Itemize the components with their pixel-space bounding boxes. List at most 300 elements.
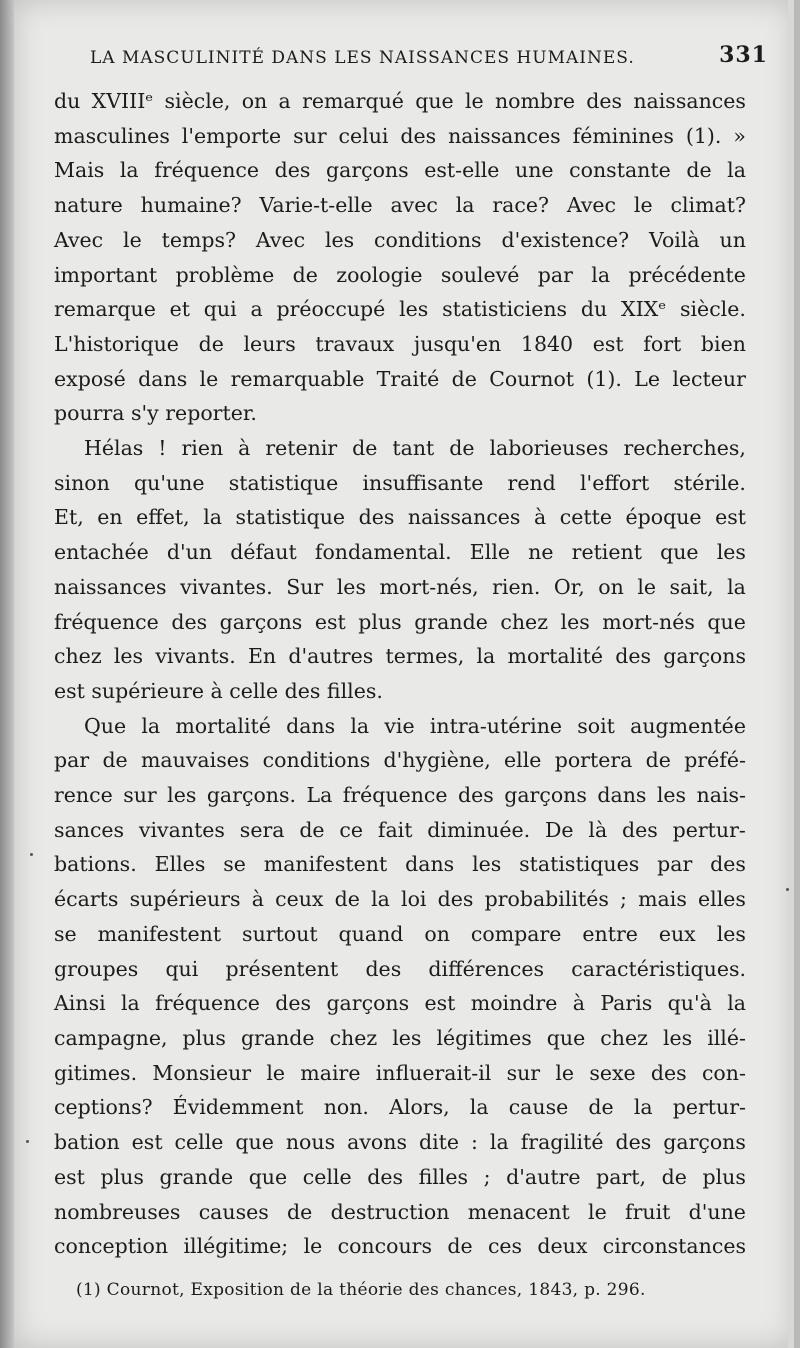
text-line [54, 327, 746, 362]
word: Avec [255, 227, 306, 252]
word: dans [286, 713, 336, 738]
word: présentent [225, 956, 339, 981]
word: les [392, 1025, 422, 1050]
word: mort-nés, [379, 574, 479, 599]
word: ceux [275, 887, 324, 912]
word: : [471, 1130, 478, 1155]
word: part, [596, 1164, 646, 1189]
word: Ainsi [54, 991, 106, 1016]
word: sera [239, 817, 285, 842]
word: soulevé [440, 262, 520, 287]
word: plus [100, 1164, 144, 1189]
word: Monsieur [152, 1060, 252, 1085]
word: avec [390, 193, 438, 218]
word: est-elle [424, 158, 500, 183]
word: d'une [688, 1199, 746, 1224]
word: naissances [407, 505, 521, 530]
word: de [102, 748, 128, 773]
word: termes, [385, 644, 465, 669]
word: quand [338, 921, 404, 946]
word: époque [625, 505, 702, 530]
word: deux [537, 1234, 588, 1259]
word: avons [347, 1130, 407, 1155]
word: stérile. [673, 470, 746, 495]
word: les [662, 1025, 693, 1050]
word: race? [492, 193, 550, 218]
text-line [54, 1056, 746, 1091]
word: moindre [470, 991, 558, 1016]
word: laborieuses [489, 436, 609, 461]
word: des [437, 887, 474, 912]
word: les [656, 783, 687, 808]
word: humaine? [140, 193, 242, 218]
word: plus [702, 1164, 746, 1189]
word: celle [174, 1130, 224, 1155]
word: Varie-t-elle [259, 193, 373, 218]
word: garçons [663, 1130, 746, 1155]
word: remarqué [302, 89, 404, 113]
running-title: LA MASCULINITÉ DANS LES NAISSANCES HUMAINES. [90, 48, 635, 68]
word: que [707, 609, 746, 634]
word: différences [428, 956, 545, 981]
word: les [399, 297, 429, 322]
word: fréquence [155, 991, 260, 1016]
word: la [489, 1130, 509, 1155]
word: leurs [243, 331, 296, 356]
word: de [588, 1095, 614, 1120]
word: les [336, 574, 366, 599]
text-line [54, 1090, 746, 1125]
word: garçons [219, 609, 303, 634]
word: sur [293, 123, 327, 148]
word: naissances [54, 574, 167, 599]
word: la [121, 991, 140, 1016]
word: soit [577, 713, 615, 738]
footnote: (1) Cournot, Exposition de la théorie des chances, 1843, p. 296. [76, 1280, 646, 1300]
word: des [367, 1164, 403, 1189]
word: ! [158, 436, 167, 461]
print-speck [30, 853, 33, 856]
word: sur [506, 1060, 541, 1085]
word: la [141, 713, 161, 738]
word: le [588, 1199, 607, 1224]
word: de [686, 158, 712, 183]
word: dans [405, 852, 455, 877]
word: remarquable [230, 366, 365, 391]
word: circonstances [602, 1234, 746, 1259]
word: et [169, 297, 191, 322]
word: chez [54, 644, 102, 669]
word: les [716, 540, 746, 565]
word: fort [643, 331, 682, 356]
word: est [424, 991, 456, 1016]
word: la [119, 158, 139, 183]
word: on [598, 574, 624, 599]
word: XVIIIᵉ [91, 89, 154, 113]
word: En [247, 644, 277, 669]
word: campagne, [54, 1025, 168, 1050]
word: des [171, 609, 208, 634]
print-speck [786, 888, 789, 891]
word: à [533, 505, 547, 530]
word: statistiques [519, 852, 640, 877]
word: retenir [265, 436, 338, 461]
word: sances [54, 817, 125, 842]
word: La [306, 783, 333, 808]
word: un [719, 227, 746, 252]
word: d'hygiène, [383, 748, 491, 773]
word: fait [377, 817, 413, 842]
word: climat? [670, 193, 746, 218]
word: vivants. [155, 644, 236, 669]
word: fréquence [154, 158, 260, 183]
word: du [580, 297, 608, 322]
word: statistique [228, 470, 339, 495]
word: Évidemment [172, 1095, 304, 1120]
word: vivantes. [180, 574, 273, 599]
text-line [54, 500, 746, 535]
word: le [123, 227, 142, 252]
word: diminuée. [427, 817, 531, 842]
word: le [633, 193, 653, 218]
text-line [54, 917, 746, 952]
word: mort-nés [602, 609, 695, 634]
word: Traité [376, 366, 440, 391]
word: une [515, 158, 554, 183]
word: Cournot [489, 366, 575, 391]
word: des [274, 158, 311, 183]
word: mortalité [175, 713, 271, 738]
word: qui [203, 297, 237, 322]
word: destruction [330, 1199, 450, 1224]
word: que [248, 1164, 288, 1189]
word: de [292, 262, 318, 287]
word: que [546, 1025, 586, 1050]
word: ; [483, 1164, 491, 1189]
word: la [455, 193, 475, 218]
text-line: est supérieure à celle des filles. [54, 678, 383, 703]
word: de [299, 817, 325, 842]
word: ces [487, 1234, 523, 1259]
word: de [287, 1199, 313, 1224]
word: caractéristiques. [571, 956, 746, 981]
word: conception [54, 1234, 169, 1259]
word: Avec [566, 193, 617, 218]
word: en [97, 505, 123, 530]
word: Mais [54, 158, 105, 183]
word: des [586, 89, 623, 113]
word: L'historique [54, 331, 179, 356]
word: fréquence [342, 783, 448, 808]
word: par [537, 262, 573, 287]
text-line [54, 84, 746, 119]
word: a [278, 89, 291, 113]
word: l'effort [580, 470, 650, 495]
word: rend [507, 470, 556, 495]
word: constante [569, 158, 671, 183]
word: dite [418, 1130, 460, 1155]
word: des [615, 644, 652, 669]
word: Le [634, 366, 661, 391]
word: fruit [624, 1199, 671, 1224]
word: garçons [326, 991, 410, 1016]
word: nombre [494, 89, 575, 113]
word: chez [329, 1025, 378, 1050]
word: grande [159, 1164, 234, 1189]
word: celui [338, 123, 389, 148]
word: le [464, 89, 484, 113]
word: elle [504, 748, 542, 773]
word: à [238, 436, 251, 461]
word: à [251, 887, 264, 912]
word: de [198, 331, 224, 356]
word: garçons. [206, 783, 297, 808]
text-line [54, 778, 746, 813]
word: pertur- [672, 1095, 746, 1120]
word: Alors, [389, 1095, 450, 1120]
text-line [54, 466, 746, 501]
word: surtout [242, 921, 318, 946]
word: compare [470, 921, 562, 946]
page-edge [788, 0, 794, 1348]
word: portera [554, 748, 633, 773]
word: dans [597, 783, 647, 808]
word: siècle. [679, 297, 746, 322]
word: les [560, 609, 590, 634]
word: la [476, 644, 496, 669]
page-number: 331 [719, 42, 768, 68]
word: les [167, 783, 197, 808]
word: fréquence [54, 609, 159, 634]
word: la [350, 713, 370, 738]
word: statistique [235, 505, 346, 530]
text-line [54, 639, 746, 674]
word: jusqu'en [413, 331, 502, 356]
word: de [352, 436, 378, 461]
word: ceptions? [54, 1095, 153, 1120]
word: intra-utérine [429, 713, 563, 738]
word: entachée [54, 540, 149, 565]
word: de [645, 748, 671, 773]
word: ne [528, 540, 554, 565]
text-line [54, 882, 746, 917]
word: le [199, 366, 219, 391]
word: eux [658, 921, 696, 946]
word: mais [638, 887, 687, 912]
word: » [733, 123, 746, 148]
word: sait, [669, 574, 714, 599]
word: la [727, 574, 746, 599]
word: d'existence? [501, 227, 630, 252]
word: Avec [54, 227, 104, 252]
text-line [54, 709, 746, 744]
word: est [715, 505, 746, 530]
word: insuffisante [362, 470, 484, 495]
word: plus [358, 609, 402, 634]
running-header [72, 40, 768, 76]
word: des [358, 505, 395, 530]
word: supérieurs [129, 887, 241, 912]
word: des [400, 123, 437, 148]
text-line [54, 1125, 746, 1160]
word: Or, [553, 574, 585, 599]
text-line [54, 1229, 746, 1264]
word: chez [500, 609, 548, 634]
word: temps? [161, 227, 237, 252]
word: qu'une [134, 470, 205, 495]
word: la [203, 505, 222, 530]
text-line [54, 570, 746, 605]
word: grande [414, 609, 488, 634]
word: chez [600, 1025, 648, 1050]
word: siècle, [164, 89, 231, 113]
word: le [555, 1060, 575, 1085]
word: manifestent [97, 921, 222, 946]
word: entre [582, 921, 638, 946]
text-line [54, 362, 746, 397]
word: nature [54, 193, 123, 218]
word: groupes [54, 956, 139, 981]
word: augmentée [630, 713, 746, 738]
word: nais- [696, 783, 746, 808]
word: (1). [586, 366, 622, 391]
word: la [727, 158, 746, 183]
word: que [415, 89, 454, 113]
word: par [657, 852, 693, 877]
word: la [469, 1095, 489, 1120]
word: sexe [589, 1060, 636, 1085]
word: manifestent [263, 852, 388, 877]
word: filles [418, 1164, 469, 1189]
word: cette [559, 505, 612, 530]
text-line [54, 431, 746, 466]
word: concours [337, 1234, 432, 1259]
word: est [131, 1130, 163, 1155]
word: ; [620, 887, 627, 912]
word: se [223, 852, 246, 877]
word: le [266, 1060, 286, 1085]
word: garçons [504, 783, 587, 808]
word: statisticiens [442, 297, 568, 322]
word: est [592, 331, 624, 356]
word: des [457, 783, 494, 808]
text-line [54, 223, 746, 258]
word: des [622, 817, 658, 842]
word: l'emporte [181, 123, 282, 148]
word: qu'à [667, 991, 712, 1016]
word: Elles [154, 852, 206, 877]
word: Voilà [649, 227, 700, 252]
word: elles [698, 887, 746, 912]
word: à [572, 991, 585, 1016]
word: est [54, 1164, 85, 1189]
word: recherches, [623, 436, 746, 461]
word: travaux [315, 331, 395, 356]
word: on [424, 921, 450, 946]
word: Sur [286, 574, 324, 599]
word: féminines [572, 123, 674, 148]
word: se [54, 921, 77, 946]
text-line: pourra s'y reporter. [54, 401, 257, 426]
word: de [661, 1164, 687, 1189]
word: a [250, 297, 263, 322]
word: effet, [136, 505, 190, 530]
word: (1). [685, 123, 722, 148]
word: De [545, 817, 574, 842]
word: préoccupé [276, 297, 386, 322]
word: par [54, 748, 90, 773]
word: loi [401, 887, 427, 912]
word: préfé- [684, 748, 746, 773]
text-line [54, 258, 746, 293]
word: fragilité [520, 1130, 604, 1155]
word: retient [571, 540, 642, 565]
word: problème [175, 262, 275, 287]
print-speck [26, 1140, 29, 1143]
word: de [334, 887, 360, 912]
text-line [54, 847, 746, 882]
word: qui [165, 956, 199, 981]
word: vivantes [138, 817, 225, 842]
word: des [365, 956, 402, 981]
word: des [615, 1130, 652, 1155]
word: masculines [54, 123, 170, 148]
text-line [54, 1195, 746, 1230]
text-line [54, 952, 746, 987]
word: que [660, 540, 699, 565]
word: Elle [469, 540, 511, 565]
word: con- [701, 1060, 746, 1085]
word: fondamental. [314, 540, 452, 565]
text-line [54, 119, 746, 154]
word: la [591, 262, 611, 287]
word: important [54, 262, 158, 287]
word: menacent [467, 1199, 570, 1224]
word: garçons [663, 644, 746, 669]
word: causes [198, 1199, 269, 1224]
book-binding-shadow [0, 0, 14, 1348]
word: naissances [633, 89, 746, 113]
word: les [113, 644, 144, 669]
word: lecteur [672, 366, 746, 391]
word: écarts [54, 887, 119, 912]
word: Et, [54, 505, 84, 530]
word: ce [339, 817, 364, 842]
word: des [275, 991, 312, 1016]
word: de [451, 366, 477, 391]
word: bien [700, 331, 746, 356]
word: de [449, 436, 475, 461]
word: illégitime; [183, 1234, 289, 1259]
word: des [710, 852, 746, 877]
word: nous [285, 1130, 336, 1155]
word: remarque [54, 297, 156, 322]
word: influerait-il [375, 1060, 492, 1085]
word: tant [392, 436, 435, 461]
word: des [650, 1060, 687, 1085]
word: Hélas [84, 436, 144, 461]
body-text [54, 84, 746, 1264]
word: les [716, 921, 746, 946]
word: XIXᵉ [620, 297, 667, 322]
word: les [472, 852, 502, 877]
word: rence [54, 783, 113, 808]
word: sinon [54, 470, 110, 495]
word: là [588, 817, 608, 842]
word: la [727, 991, 746, 1016]
word: non. [323, 1095, 369, 1120]
word: naissances [448, 123, 561, 148]
